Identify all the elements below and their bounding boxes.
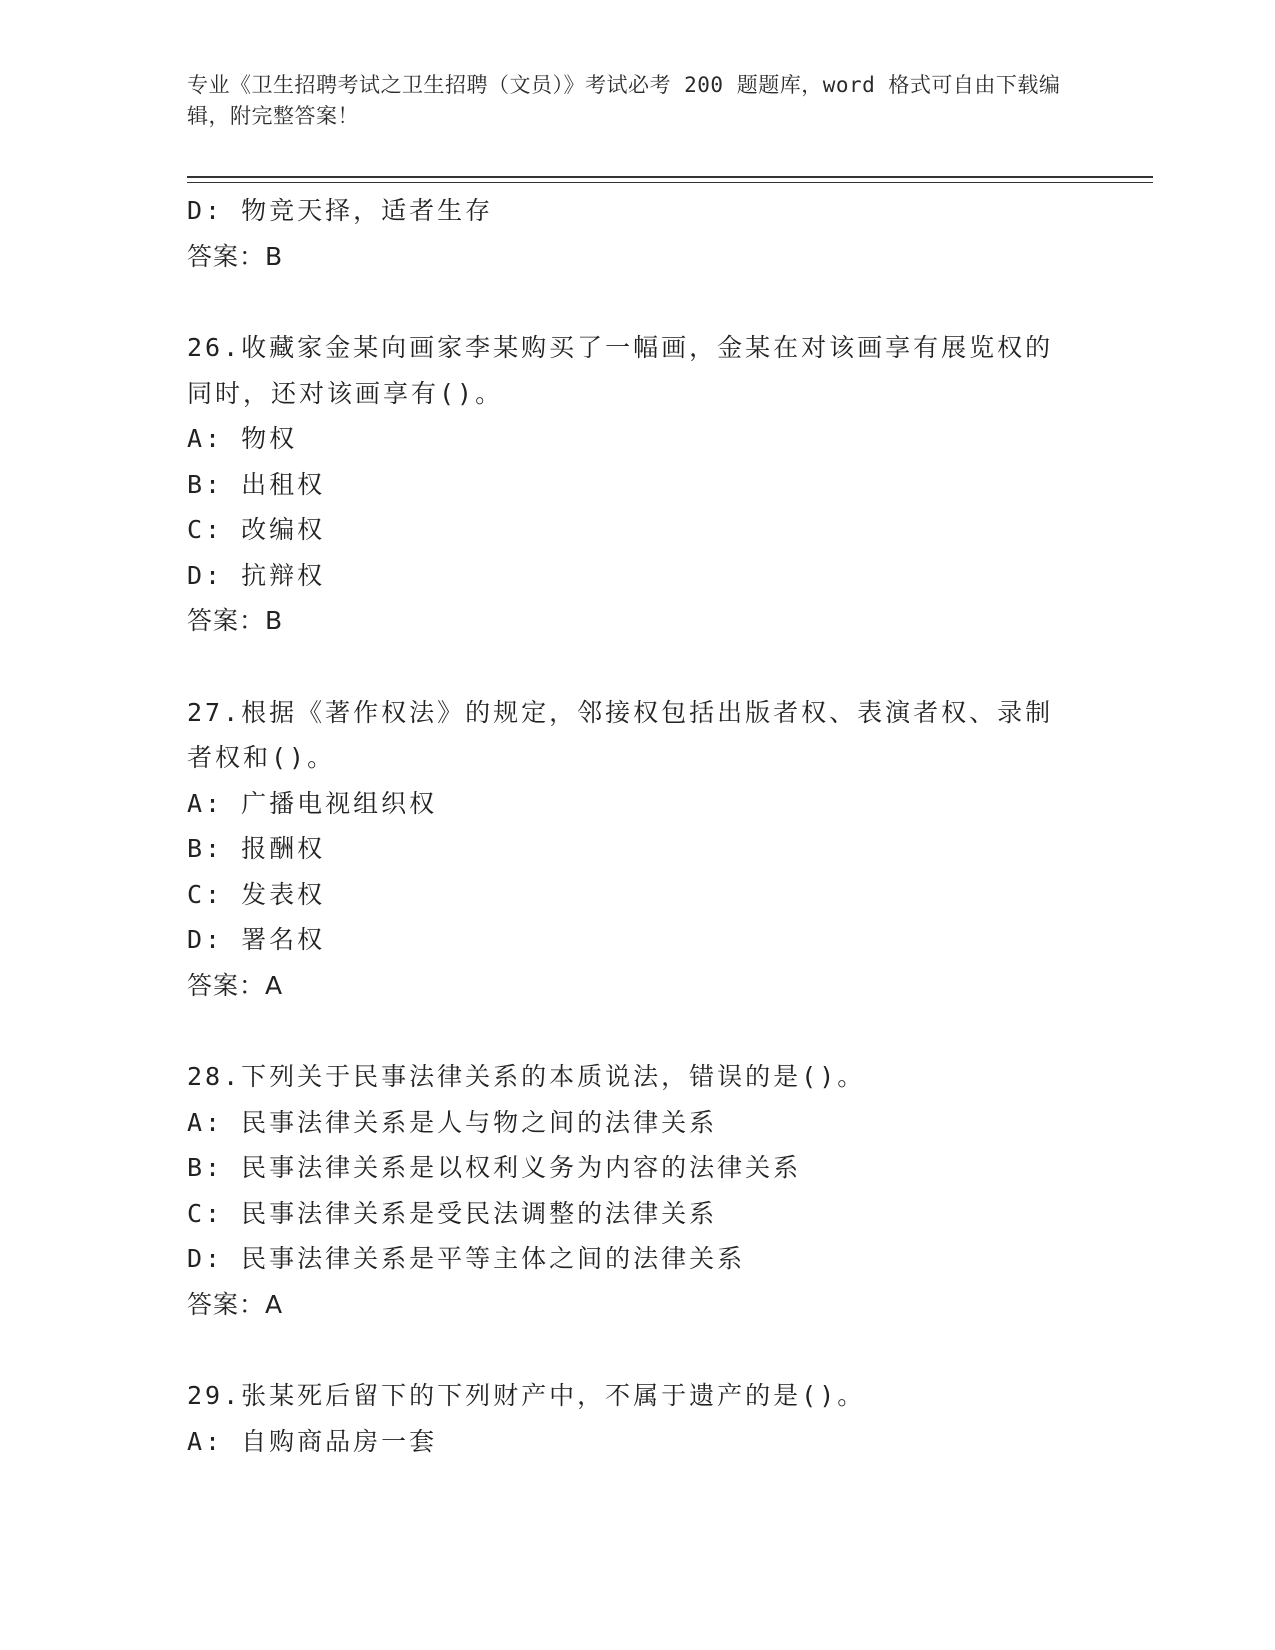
answer-line: 答案：B (187, 241, 284, 271)
question-stem: 27.根据《著作权法》的规定，邻接权包括出版者权、表演者权、录制者权和()。 (187, 697, 1054, 772)
header-rule-thick (187, 176, 1153, 178)
option-d: D: 物竞天择，适者生存 (187, 196, 494, 225)
question-stem: 26.收藏家金某向画家李某购买了一幅画，金某在对该画享有展览权的同时，还对该画享有()。 (187, 333, 1054, 408)
option-d: D: 抗辩权 (187, 560, 326, 590)
option-a: A: 自购商品房一套 (187, 1426, 438, 1456)
question-content (187, 188, 1067, 1464)
option-a: A: 广播电视组织权 (187, 788, 438, 818)
option-b: B: 民事法律关系是以权利义务为内容的法律关系 (187, 1153, 802, 1182)
question-stem: 28.下列关于民事法律关系的本质说法，错误的是()。 (187, 1062, 866, 1091)
option-d: D: 民事法律关系是平等主体之间的法律关系 (187, 1244, 746, 1273)
question-stem: 29.张某死后留下的下列财产中，不属于遗产的是()。 (187, 1381, 866, 1410)
header-rule-thin (187, 182, 1153, 183)
document-header: 专业《卫生招聘考试之卫生招聘（文员）》考试必考 200 题题库，word 格式可自由下载编辑，附完整答案！ (187, 73, 1061, 128)
option-b: B: 报酬权 (187, 834, 326, 863)
option-c: C: 民事法律关系是受民法调整的法律关系 (187, 1198, 718, 1228)
option-a: A: 物权 (187, 424, 298, 453)
answer-line: 答案：B (187, 606, 284, 635)
option-b: B: 出租权 (187, 469, 326, 499)
question-26 (187, 325, 1067, 644)
option-c: C: 发表权 (187, 879, 326, 909)
option-c: C: 改编权 (187, 515, 326, 544)
answer-line: 答案：A (187, 1289, 284, 1319)
question-27 (187, 690, 1067, 1009)
option-a: A: 民事法律关系是人与物之间的法律关系 (187, 1107, 718, 1137)
question-29 (187, 1373, 1067, 1464)
option-d: D: 署名权 (187, 925, 326, 954)
question-28 (187, 1054, 1067, 1327)
answer-line: 答案：A (187, 970, 284, 1000)
